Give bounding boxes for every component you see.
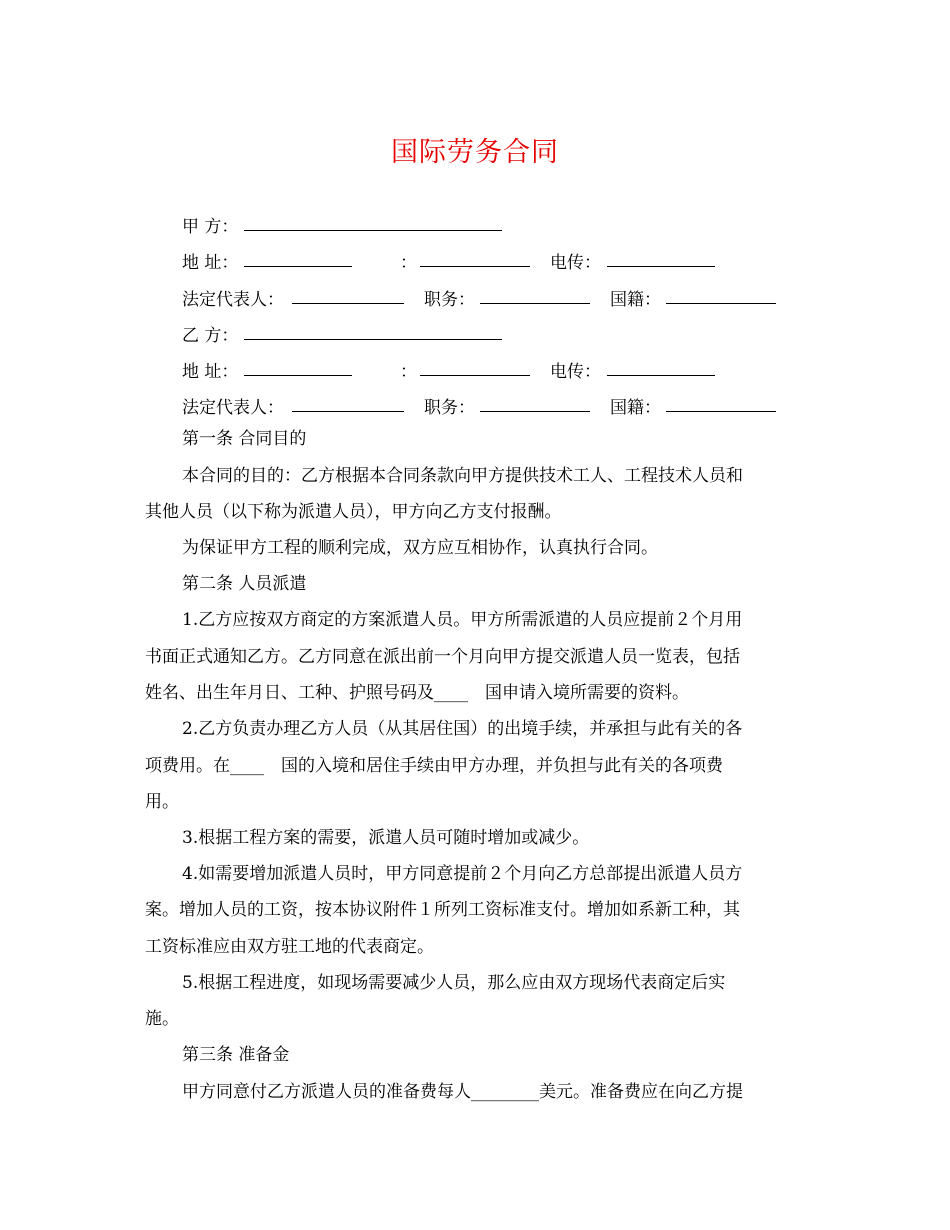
- body-line: 甲方同意付乙方派遣人员的准备费每人________美元。准备费应在向乙方提: [182, 1082, 743, 1102]
- article-2-heading: 第二条 人员派遣: [182, 574, 307, 594]
- body-line: 施。: [145, 1009, 179, 1029]
- party-a-label: 甲 方：: [182, 217, 239, 237]
- body-line: 书面正式通知乙方。乙方同意在派出前一个月向甲方提交派遣人员一览表，包括: [145, 647, 740, 667]
- party-b-label: 乙 方：: [182, 326, 239, 346]
- body-line: 案。增加人员的工资，按本协议附件１所列工资标准支付。增加如系新工种，其: [145, 900, 740, 920]
- body-line: 其他人员（以下称为派遣人员），甲方向乙方支付报酬。: [145, 502, 562, 522]
- document-title: 国际劳务合同: [391, 137, 559, 168]
- party-a-rep-label: 法定代表人：: [182, 290, 284, 310]
- party-a-fax-label: 电传：: [550, 253, 601, 273]
- body-line: 本合同的目的：乙方根据本合同条款向甲方提供技术工人、工程技术人员和: [182, 466, 743, 486]
- article-3-heading: 第三条 准备金: [182, 1045, 290, 1065]
- party-a-nationality-label: 国籍：: [610, 290, 661, 310]
- body-line: 工资标准应由双方驻工地的代表商定。: [145, 937, 434, 957]
- party-a-position-label: 职务：: [424, 290, 475, 310]
- body-line: 用。: [145, 792, 179, 812]
- body-line: 项费用。在____ 国的入境和居住手续由甲方办理，并负担与此有关的各项费: [145, 756, 723, 776]
- body-line: 4.如需要增加派遣人员时，甲方同意提前２个月向乙方总部提出派遣人员方: [182, 864, 743, 884]
- body-line: 2.乙方负责办理乙方人员（从其居住国）的出境手续，并承担与此有关的各: [182, 719, 743, 739]
- party-b-position-label: 职务：: [424, 398, 475, 418]
- body-line: 姓名、出生年月日、工种、护照号码及____ 国申请入境所需要的资料。: [145, 683, 689, 703]
- body-line: 为保证甲方工程的顺利完成，双方应互相协作，认真执行合同。: [182, 538, 658, 558]
- body-line: 5.根据工程进度，如现场需要减少人员，那么应由双方现场代表商定后实: [182, 973, 726, 993]
- body-line: 3.根据工程方案的需要，派遣人员可随时增加或减少。: [182, 828, 590, 848]
- party-b-address-label: 地 址：: [182, 362, 239, 382]
- party-b-nationality-label: 国籍：: [610, 398, 661, 418]
- party-a-address-label: 地 址：: [182, 253, 239, 273]
- body-line: 1.乙方应按双方商定的方案派遣人员。甲方所需派遣的人员应提前２个月用: [182, 610, 743, 630]
- article-1-heading: 第一条 合同目的: [182, 429, 307, 449]
- party-a-phone-label: ：: [400, 253, 417, 273]
- party-b-fax-label: 电传：: [550, 362, 601, 382]
- party-b-phone-label: ：: [400, 362, 417, 382]
- party-b-rep-label: 法定代表人：: [182, 398, 284, 418]
